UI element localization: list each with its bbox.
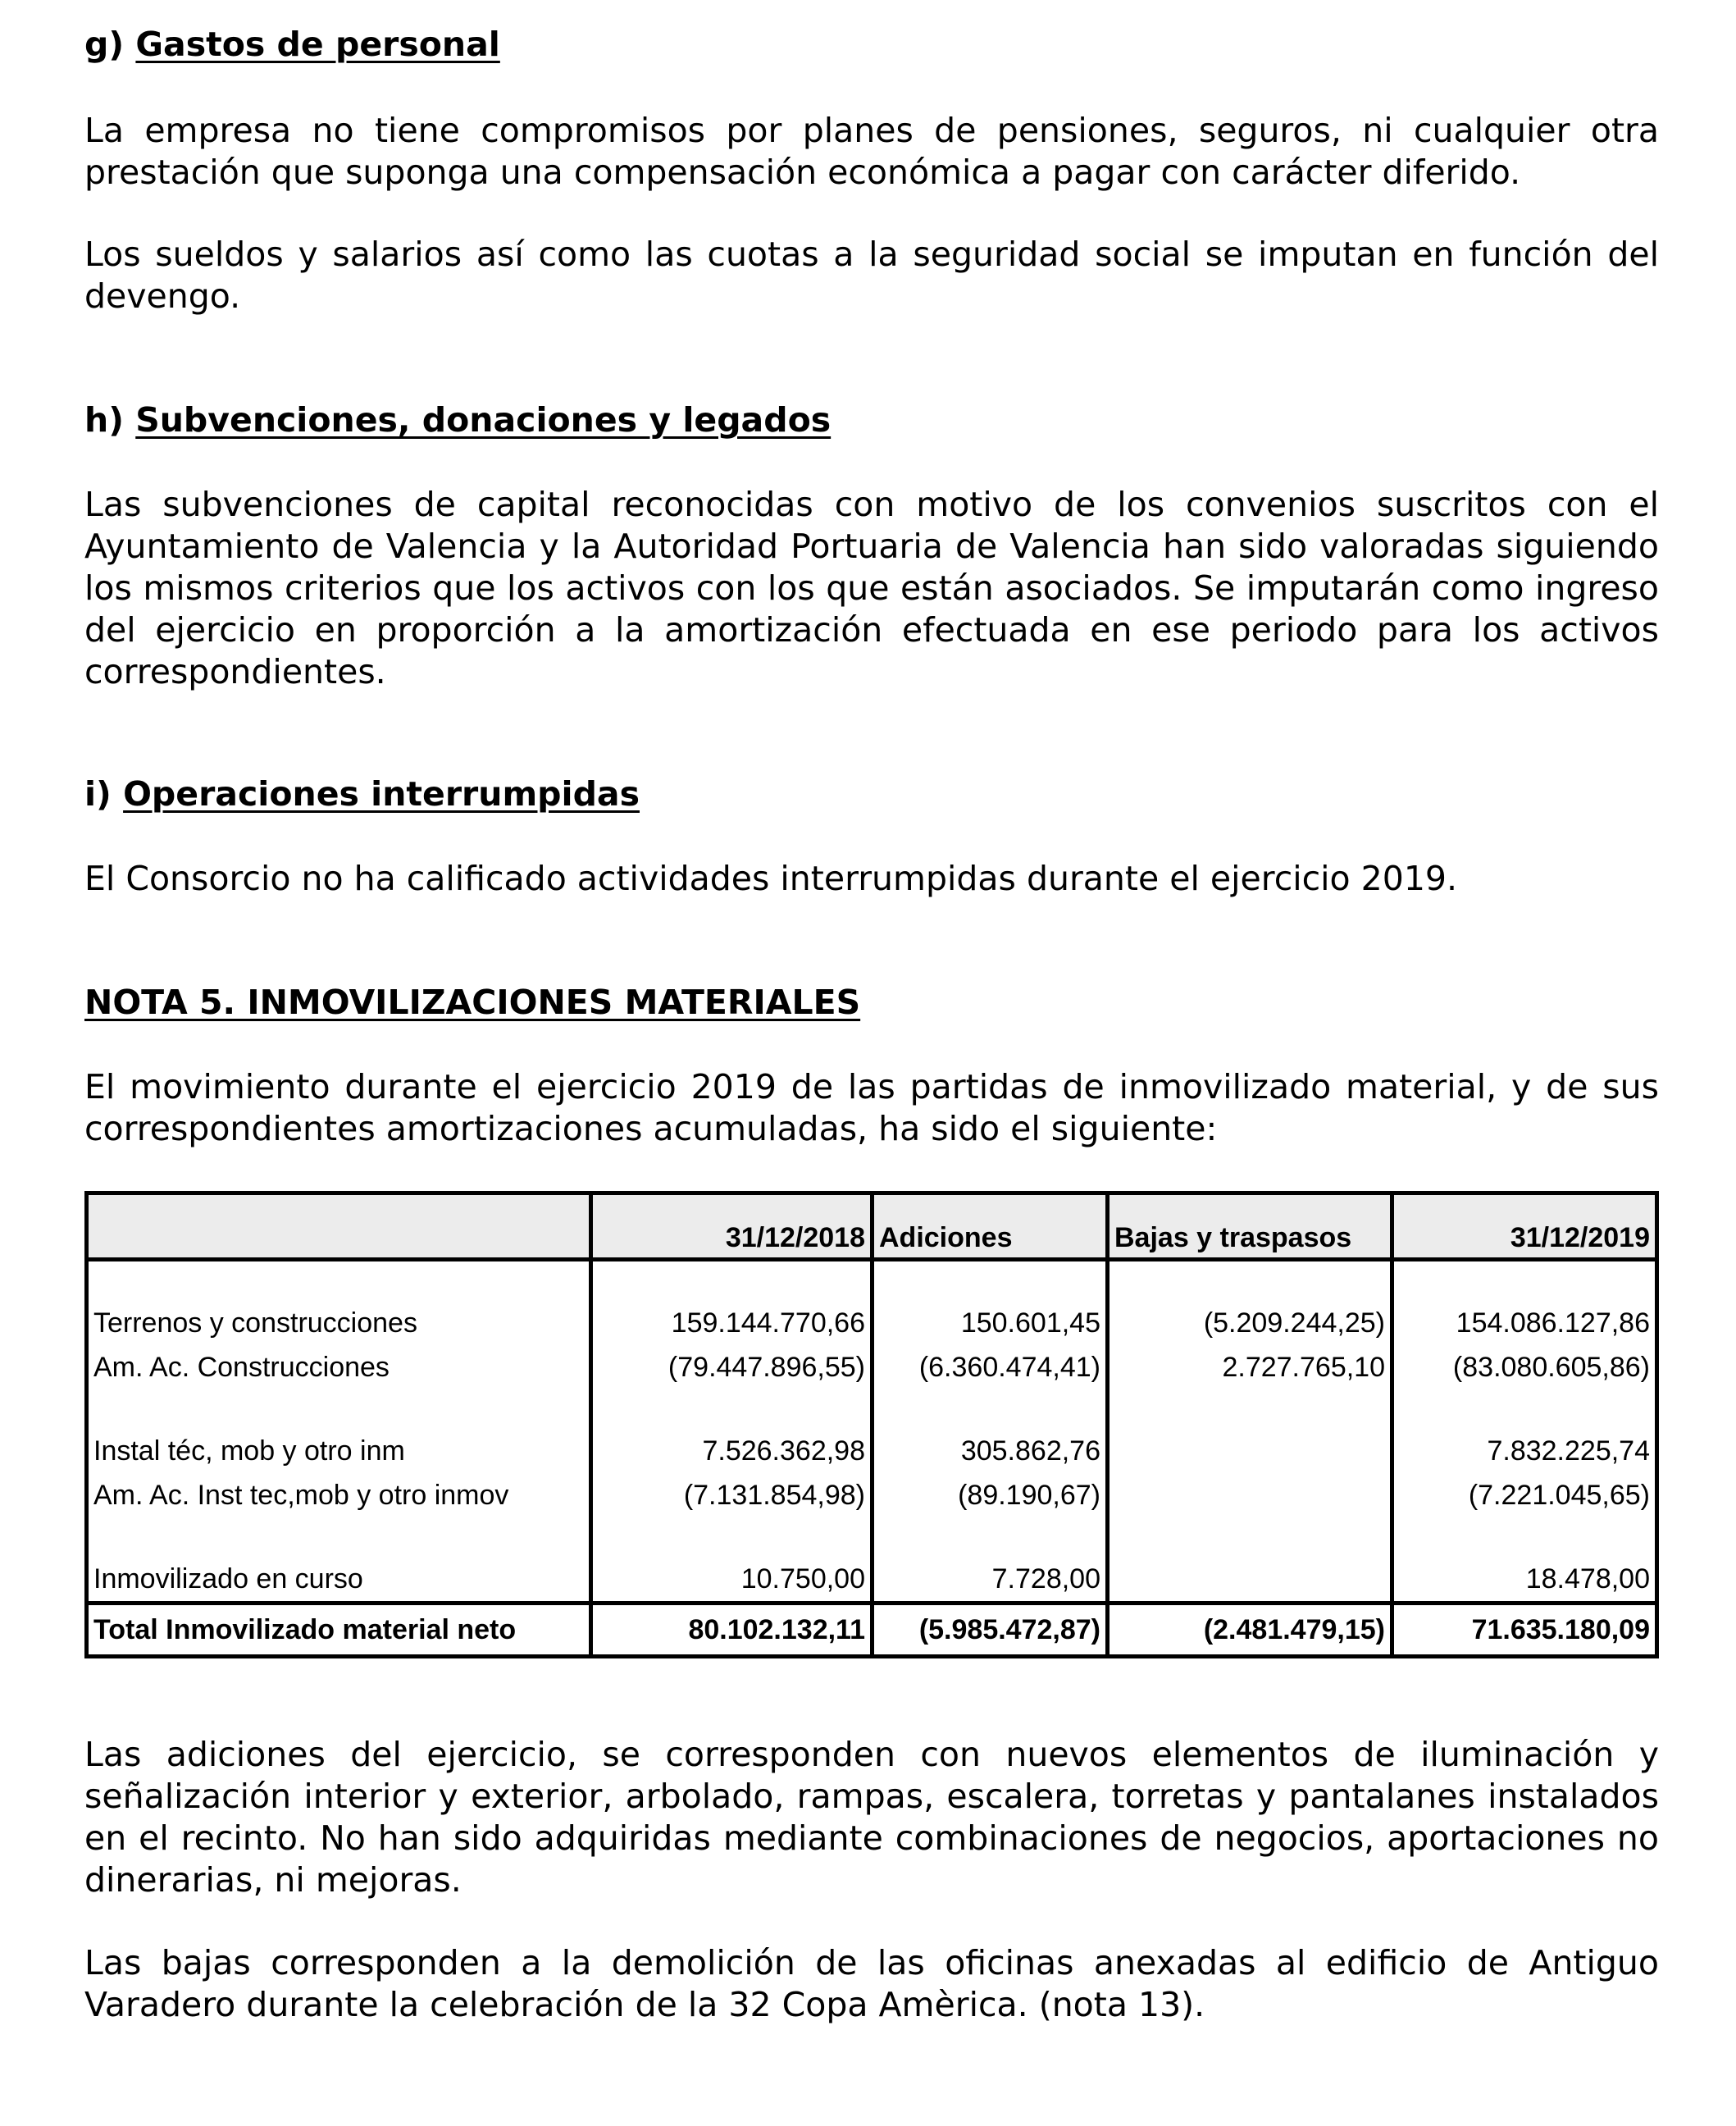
table-cell: 7.728,00 [873, 1557, 1108, 1604]
section-g-heading [84, 25, 1659, 65]
section-h-letter: h) [84, 400, 124, 440]
table-cell: (6.360.474,41) [873, 1345, 1108, 1389]
table-cell: (5.209.244,25) [1108, 1301, 1392, 1345]
table-cell: 7.526.362,98 [591, 1429, 873, 1473]
table-total-cell: 71.635.180,09 [1392, 1604, 1657, 1657]
table-total-cell: 80.102.132,11 [591, 1604, 873, 1657]
table-cell: Instal téc, mob y otro inm [87, 1429, 591, 1473]
section-h-heading [84, 400, 1659, 440]
table-cell: Terrenos y construcciones [87, 1301, 591, 1345]
table-cell: (89.190,67) [873, 1473, 1108, 1517]
section-h-title: Subvenciones, donaciones y legados [135, 400, 832, 440]
table-row [87, 1345, 1657, 1389]
nota5-after-paragraph: Las bajas corresponden a la demolición de las oficinas anexadas al edificio de Antiguo Varadero durante la celebración de la 32 Copa Amèrica. (nota 13). [84, 1943, 1659, 2024]
table-cell [1108, 1429, 1392, 1473]
table-cell: (79.447.896,55) [591, 1345, 873, 1389]
table-cell: 7.832.225,74 [1487, 1435, 1650, 1467]
section-i-heading [84, 774, 1659, 814]
table-cell: (83.080.605,86) [1452, 1351, 1650, 1383]
table-cell: 18.478,00 [1525, 1563, 1650, 1594]
table-cell: Am. Ac. Construcciones [87, 1345, 591, 1389]
table-header-cell: Adiciones [873, 1193, 1108, 1260]
table-cell: 159.144.770,66 [591, 1301, 873, 1345]
section-g-title: Gastos de personal [135, 25, 500, 64]
section-g-letter: g) [84, 25, 125, 64]
section-i-paragraph: El Consorcio no ha calificado actividades interrumpidas durante el ejercicio 2019. [84, 859, 1458, 898]
table-header-cell: Bajas y traspasos [1108, 1193, 1392, 1260]
table-row [87, 1301, 1657, 1345]
table-row [87, 1473, 1657, 1517]
table-total-cell: Total Inmovilizado material neto [87, 1604, 591, 1657]
nota5-title: NOTA 5. INMOVILIZACIONES MATERIALES [84, 983, 861, 1022]
table-cell: 10.750,00 [591, 1557, 873, 1604]
nota5-heading [84, 983, 1659, 1023]
table-cell: Inmovilizado en curso [87, 1557, 591, 1604]
table-header-row [87, 1193, 1657, 1260]
table-cell [1108, 1473, 1392, 1517]
inmovilizado-table [84, 1191, 1659, 1658]
table-cell: (7.221.045,65) [1468, 1479, 1650, 1511]
table-cell: 150.601,45 [873, 1301, 1108, 1345]
table-cell: 154.086.127,86 [1456, 1307, 1650, 1339]
section-g-paragraph: Los sueldos y salarios así como las cuotas a la seguridad social se imputan en función del devengo. [84, 235, 1659, 316]
table-header-cell [87, 1193, 591, 1260]
table-total-row [87, 1604, 1657, 1657]
table-header-cell: 31/12/2018 [591, 1193, 873, 1260]
table-total-cell: (5.985.472,87) [873, 1604, 1108, 1657]
table-cell: 2.727.765,10 [1108, 1345, 1392, 1389]
table-row [87, 1429, 1657, 1473]
table-cell: (7.131.854,98) [591, 1473, 873, 1517]
table-total-cell: (2.481.479,15) [1108, 1604, 1392, 1657]
table-cell [1108, 1557, 1392, 1604]
section-h-paragraph: Las subvenciones de capital reconocidas con motivo de los convenios suscritos con el Ayuntamiento de Valencia y la Autoridad Portuaria de Valencia han sido valoradas siguiendo los mismos criterios que los activos con los que están asociados. Se imputarán como ingreso del ejercicio en proporción a la amortización efectuada en ese periodo para los activos correspondientes. [84, 485, 1659, 691]
section-i-letter: i) [84, 774, 112, 814]
nota5-intro: El movimiento durante el ejercicio 2019 de las partidas de inmovilizado material, y de sus correspondientes amortizaciones acumuladas, ha sido el siguiente: [84, 1067, 1659, 1148]
table-row [87, 1557, 1657, 1604]
table-cell: Am. Ac. Inst tec,mob y otro inmov [87, 1473, 591, 1517]
section-i-title: Operaciones interrumpidas [123, 774, 640, 814]
table-cell: 305.862,76 [873, 1429, 1108, 1473]
nota5-after-paragraph: Las adiciones del ejercicio, se corresponden con nuevos elementos de iluminación y señalización interior y exterior, arbolado, rampas, escalera, torretas y pantalanes instalados en el recinto. No han sido adquiridas mediante combinaciones de negocios, aportaciones no dinerarias, ni mejoras. [84, 1735, 1659, 1900]
section-g-paragraph: La empresa no tiene compromisos por planes de pensiones, seguros, ni cualquier otra prestación que suponga una compensación económica a pagar con carácter diferido. [84, 111, 1659, 192]
table-header-cell: 31/12/2019 [1392, 1193, 1657, 1260]
